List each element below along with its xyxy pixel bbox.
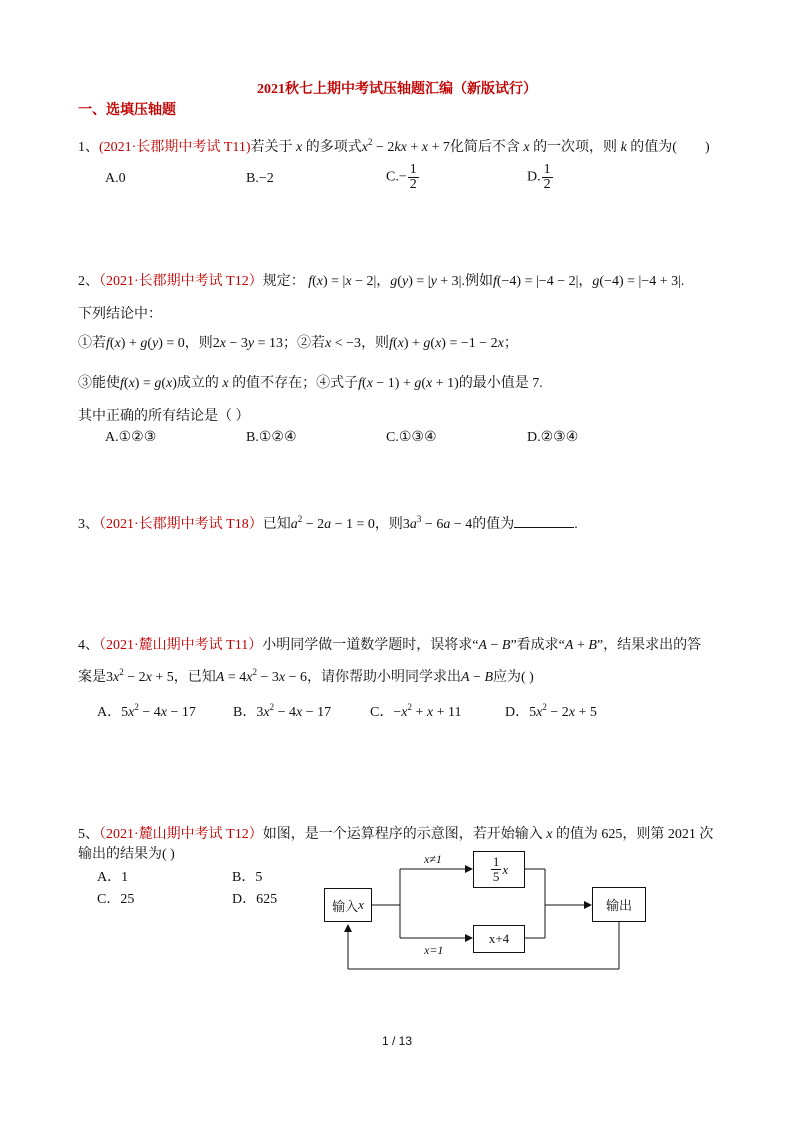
- condition-equals-one: x=1: [424, 943, 444, 957]
- question-2: 2、（2021·长郡期中考试 T12）规定： f(x) = |x − 2|，g(y) = |y + 3|.例如f(−4) = |−4 − 2|，g(−4) = |−4 + 3|.: [78, 274, 685, 289]
- question-2-conclusions-3-4: ③能使f(x) = g(x)成立的 x 的值不存在；④式子f(x − 1) + g(x + 1)的最小值是 7.: [78, 376, 543, 391]
- question-2-ask: 其中正确的所有结论是（ ）: [78, 409, 250, 424]
- question-2-line2: 下列结论中：: [78, 307, 162, 322]
- answer-blank[interactable]: [514, 515, 574, 528]
- question-4-line2: 案是$3x^2 - 2x + 5$，已知$A = 4x^2 - 3x - 6$，请你帮助小明同学求出A − B应为( ): [78, 667, 534, 685]
- fraction-one-fifth: $\frac{1}{5}$: [492, 854, 500, 884]
- option-b: B．5: [232, 870, 263, 885]
- option-d: D．$5x^2 - 2x + 5$: [505, 702, 597, 720]
- question-5: 5、（2021·麓山期中考试 T12）如图，是一个运算程序的示意图，若开始输入 x 的值为 625，则第 2021 次: [78, 827, 714, 842]
- section-heading: 一、选填压轴题: [78, 103, 176, 118]
- question-4: 4、（2021·麓山期中考试 T11）小明同学做一道数学题时，误将求“A − B”看成求“A + B”，结果求出的答: [78, 638, 702, 653]
- option-b: B.①②④: [246, 430, 297, 445]
- option-c: C.①③④: [386, 430, 437, 445]
- condition-not-one: x≠1: [424, 852, 442, 866]
- flow-add-box: x+4: [473, 925, 525, 953]
- option-d: D．625: [232, 892, 278, 907]
- option-d: D.②③④: [527, 430, 579, 445]
- fraction-half: $\frac{1}{2}$: [409, 162, 417, 192]
- option-c: C．25: [97, 892, 135, 907]
- flow-output-box: 输出: [592, 887, 646, 922]
- option-c: C.− $\frac{1}{2}$: [386, 162, 417, 192]
- option-c: C．$-x^2 + x + 11$: [370, 702, 462, 720]
- document-title: 2021秋七上期中考试压轴题汇编（新版试行）: [257, 82, 537, 97]
- option-a: A．$5x^2 - 4x - 17$: [97, 702, 196, 720]
- page-number: 1 / 13: [381, 1034, 413, 1048]
- flow-divide-box: $\frac{1}{5}$ x: [473, 851, 525, 888]
- option-a: A.0: [105, 171, 126, 186]
- question-number: 1、: [78, 140, 99, 155]
- fraction-half: $\frac{1}{2}$: [543, 162, 551, 192]
- question-source: (2021·长郡期中考试 T11): [99, 140, 251, 155]
- flow-input-box: 输入 x: [324, 888, 372, 922]
- question-5-line2: 输出的结果为( ): [78, 847, 175, 862]
- option-a: A.①②③: [105, 430, 157, 445]
- option-a: A．1: [97, 870, 129, 885]
- question-1: 1、(2021·长郡期中考试 T11)若关于 x 的多项式$x^2 - 2kx + x + 7$化简后不含 x 的一次项，则 k 的值为( ): [78, 137, 710, 155]
- option-b: B．$3x^2 - 4x - 17$: [233, 702, 332, 720]
- option-d: D. $\frac{1}{2}$: [527, 162, 551, 192]
- question-2-conclusions-1-2: ①若f(x) + g(y) = 0，则2x − 3y = 13；②若x < −3，则f(x) + g(x) = −1 − 2x；: [78, 336, 518, 351]
- option-b: B.−2: [246, 171, 274, 186]
- question-3: 3、（2021·长郡期中考试 T18）已知$a^2 - 2a - 1 = 0$，则$3a^3 - 6a - 4$的值为 .: [78, 514, 578, 532]
